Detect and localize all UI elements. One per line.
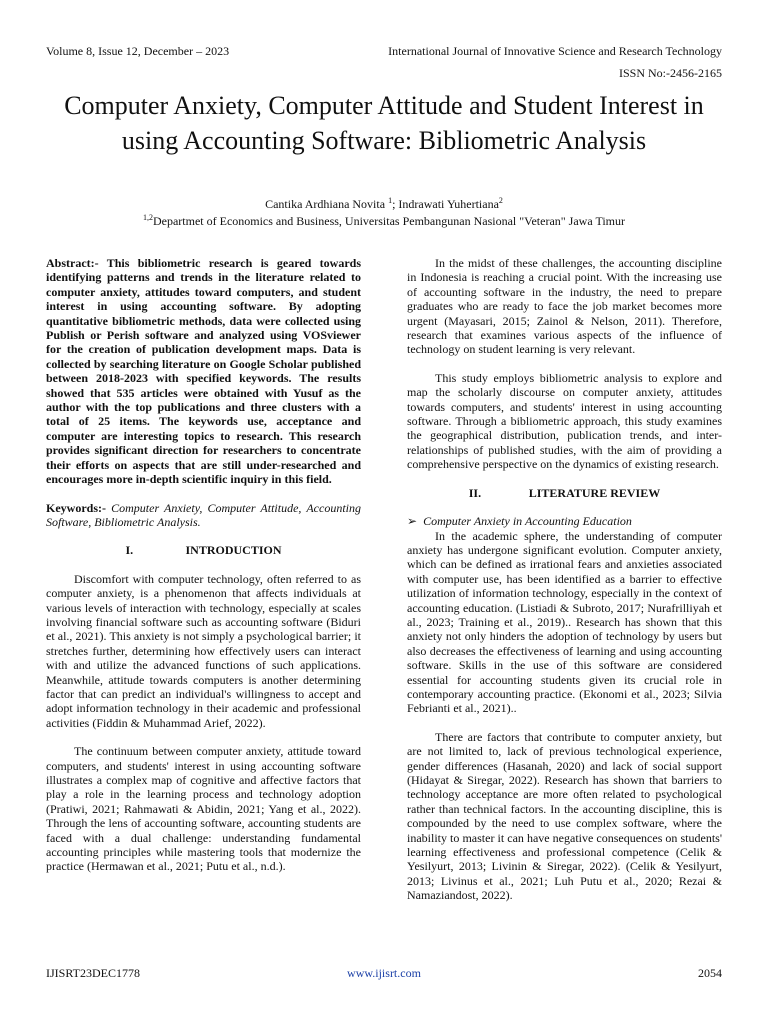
author-2: Indrawati Yuhertiana bbox=[398, 197, 499, 211]
authors-line bbox=[0, 197, 768, 212]
footer-website-link[interactable]: www.ijisrt.com bbox=[347, 966, 421, 980]
author-1: Cantika Ardhiana Novita bbox=[265, 197, 386, 211]
right-column bbox=[407, 256, 722, 917]
header-issn: ISSN No:-2456-2165 bbox=[618, 66, 722, 80]
author-1-sup: 1 bbox=[388, 196, 393, 205]
abstract: Abstract:- This bibliometric research is geared towards identifying patterns and trends in the literature related to computer anxiety, attitudes toward computers, and student interest in using accounting software. By adopting quantitative bibliometric methods, data were collected using Publish or Perish software and analyzed using VOSviewer for the creation of publication development maps. Data is collected by searching literature on Google Scholar published between 2018-2023 with specified keywords. The results showed that 535 articles were obtained with Yusuf as the author with the top publications and three clusters with a total of 25 items. The keywords use, acceptance and computer are interesting topics to research. This research provides significant direction for researchers to concentrate their efforts on aspects that are still under-researched and encourages more in-depth scientific inquiry in this field. bbox=[46, 256, 361, 487]
section-title: LITERATURE REVIEW bbox=[528, 485, 661, 500]
section-number: II. bbox=[468, 485, 482, 500]
literature-paragraph-1: In the academic sphere, the understanding of computer anxiety has undergone significant evolution. Computer anxiety, which can be defined as irrational fears and anxieties associated with computer use, has been identified as a barrier to effective utilization of information technology, especially in the context of accounting education. (Listiadi & Subroto, 2017; Nurafrilliyah et al., 2023; Training et al., 2019).. Research has shown that this anxiety not only hinders the adoption of technology by users but also decreases the effectiveness of learning and using accounting software. Skills in the use of this software are considered essential for accounting students given its crucial role in contemporary accounting practice. (Ekonomi et al., 2023; Silvia Febrianti et al., 2021).. bbox=[407, 528, 722, 716]
footer-page-number: 2054 bbox=[698, 966, 722, 980]
keywords-text: Computer Anxiety, Computer Attitude, Accounting Software, Bibliometric Analysis. bbox=[46, 500, 361, 529]
affiliation-sup: 1,2 bbox=[142, 213, 153, 222]
intro-paragraph-2: The continuum between computer anxiety, attitude toward computers, and students' interest in using accounting software illustrates a complex map of cognitive and affective factors that play a role in the learning process and technology adoption (Pratiwi, 2021; Rahmawati & Abidin, 2021; Yang et al., 2022). Through the lens of accounting software, accounting students are faced with a dual challenge: understanding fundamental accounting principles while mastering tools that modernize the practice (Hermawan et al., 2021; Putu et al., n.d.). bbox=[46, 744, 361, 874]
affiliation-line bbox=[0, 214, 768, 229]
intro-paragraph-1: Discomfort with computer technology, often referred to as computer anxiety, is a phenomenon that affects individuals at various levels of interaction with technology, especially at scales involving financial software such as accounting software (Biduri et al., 2021). This anxiety is not simply a psychological barrier; it stretches further, determining how effectively users can interact with and utilize the advanced functions of such applications. Meanwhile, attitude towards computers is another determining factor that can predict an individual's willingness to accept and adopt information technology in their academic and professional activities (Fiddin & Muhammad Arief, 2022). bbox=[46, 571, 361, 730]
left-column bbox=[46, 256, 361, 888]
subsection-title: Computer Anxiety in Accounting Education bbox=[423, 514, 632, 529]
paper-title: Computer Anxiety, Computer Attitude and Student Interest in using Accounting Software: Bibliometric Analysis bbox=[64, 91, 704, 155]
affiliation: Departmet of Economics and Business, Universitas Pembangunan Nasional "Veteran" Jawa Timur bbox=[152, 214, 626, 228]
intro-paragraph-4: This study employs bibliometric analysis to explore and map the scholarly discourse on computer anxiety, attitudes towards computers, and students' interest in using accounting software. Through a bibliometric approach, this study examines the geographical distribution, publication trends, and inter- relationships of published studies, with the aim of providing a comprehensive perspective on the dynamics of existing research. bbox=[407, 370, 722, 472]
section-number: I. bbox=[125, 543, 134, 558]
section-title: INTRODUCTION bbox=[185, 543, 282, 558]
header-journal: International Journal of Innovative Science and Research Technology bbox=[388, 44, 722, 58]
keywords bbox=[46, 501, 361, 530]
footer-paper-code: IJISRT23DEC1778 bbox=[46, 966, 140, 980]
arrow-bullet-icon: ➢ bbox=[407, 514, 418, 529]
section-heading-introduction bbox=[46, 543, 361, 557]
keywords-label: Keywords:- bbox=[46, 500, 106, 515]
author-separator: ; bbox=[392, 197, 399, 211]
intro-paragraph-3: In the midst of these challenges, the accounting discipline in Indonesia is reaching a crucial point. With the increasing use of accounting software in the industry, the need to prepare graduates who are ready to face the job market becomes more urgent (Mayasari, 2015; Zainol & Nelson, 2011). Therefore, research that examines various aspects of the influence of technology on student learning is very relevant. bbox=[407, 256, 722, 357]
author-2-sup: 2 bbox=[498, 196, 503, 205]
literature-paragraph-2: There are factors that contribute to computer anxiety, but are not limited to, lack of previous technological experience, gender differences (Hasanah, 2020) and lack of social support (Hidayat & Siregar, 2022). Research has shown that barriers to technology acceptance are more often related to psychological rather than technical factors. In the accounting discipline, this is compounded by the need to use complex software, where the inability to master it can have negative consequences on students' learning effectiveness and professional competence (Celik & Yesilyurt, 2013; Livinin & Siregar, 2022). (Celik & Yesilyurt, 2013; Livinus et al., 2021; Luh Putu et al., 2020; Rezai & Namaziandost, 2022). bbox=[407, 729, 722, 903]
header-volume: Volume 8, Issue 12, December – 2023 bbox=[46, 44, 230, 58]
subsection-heading bbox=[407, 514, 722, 528]
section-heading-literature-review bbox=[407, 486, 722, 500]
